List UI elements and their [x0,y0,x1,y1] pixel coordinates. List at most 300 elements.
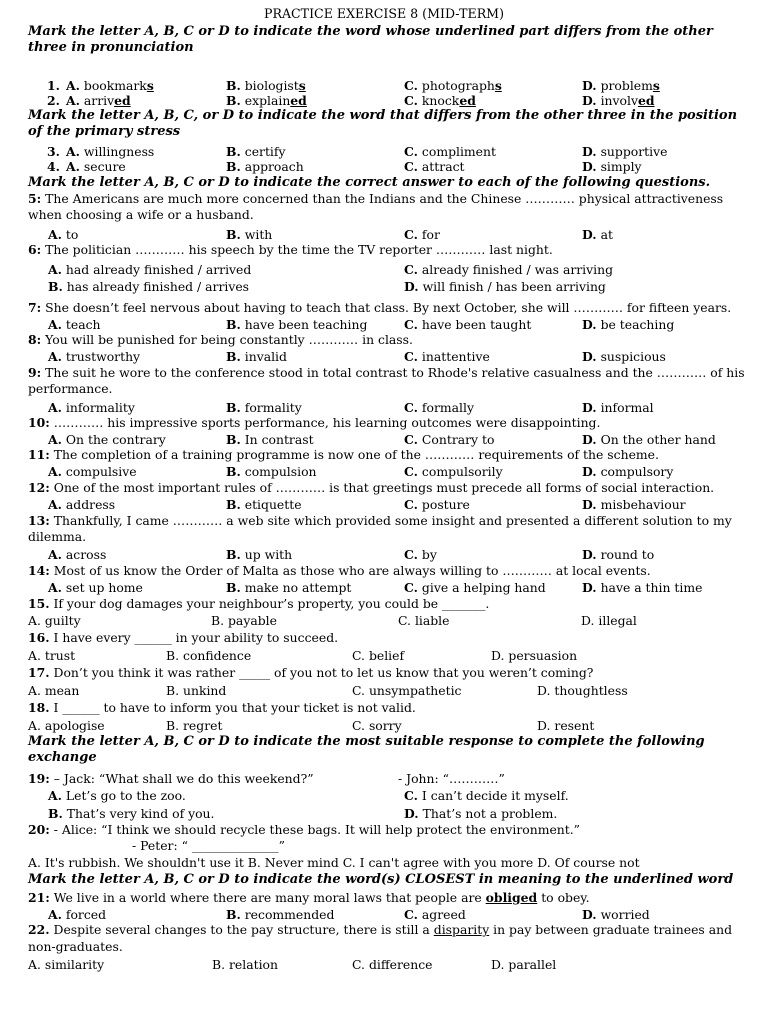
option-text: have been taught [421,317,532,332]
answer-option[interactable] [404,547,437,563]
answer-option[interactable] [582,547,654,563]
option-letter: D. [582,159,597,174]
answer-option[interactable] [404,907,466,923]
option-letter: B. [226,159,241,174]
option-text: etiquette [244,497,302,512]
answer-option[interactable] [582,159,642,175]
option-text: formally [421,400,474,415]
question-line [132,838,768,854]
question-number: 1. [47,78,60,93]
answer-option[interactable] [48,497,115,513]
instruction-text: Mark the letter A, B, C or D to indicate the most suitable response to complete the following exchange [28,734,705,765]
answer-option[interactable] [28,718,105,734]
question-stem: Despite several changes to the pay structure, there is still a [53,922,430,937]
question-number [47,159,60,175]
question-stem: in pay between graduate trainees and [493,922,733,937]
option-text: make no attempt [244,580,352,595]
answer-option[interactable] [404,432,494,448]
answer-option[interactable] [166,648,251,664]
answer-option[interactable] [581,613,637,629]
question-number: 16. [28,630,50,645]
option-text: apologise [44,718,105,733]
answer-options-line[interactable] [28,855,743,871]
question-line [28,922,743,938]
answer-option[interactable] [404,144,496,160]
option-letter: A. [48,580,62,595]
option-letter: B. [226,227,241,242]
option-text: be teaching [600,317,675,332]
option-text: illegal [598,613,637,628]
option-text: bookmark [83,78,147,93]
question-line [28,300,743,316]
option-letter: A. [66,159,80,174]
page-title [0,6,768,22]
option-text: similarity [44,957,105,972]
option-text: inattentive [421,349,490,364]
answer-option[interactable] [28,613,81,629]
answer-option[interactable] [398,613,449,629]
answer-option[interactable] [352,957,432,973]
question-stem: The politician ………… his speech by the time the TV reporter ………… last night. [45,242,553,257]
answer-option[interactable] [66,93,131,109]
option-text: misbehaviour [600,497,686,512]
option-letter: A. [28,613,41,628]
option-letter: D. [537,683,551,698]
option-letter: D. [404,806,419,821]
option-letter: C. [352,957,365,972]
question-stem: The suit he wore to the conference stood in total contrast to Rhode's relative casualness and the ………… of his [45,365,745,380]
option-letter: D. [582,907,597,922]
instruction-text: Mark the letter A, B, C or D to indicate the correct answer to each of the following questions. [28,175,711,190]
answer-option[interactable] [582,580,702,596]
question-stem: – Jack: “What shall we do this weekend?” [53,771,314,786]
answer-option[interactable] [48,279,249,295]
answer-option[interactable] [582,464,673,480]
option-text: formality [244,400,302,415]
question-line [28,191,743,207]
answer-option[interactable] [48,227,78,243]
option-letter: B. [226,432,241,447]
underlined-part: s [298,78,306,93]
option-text: unsympathetic [368,683,462,698]
question-stem: We live in a world where there are many moral laws that people are [53,890,482,905]
option-letter: B. [48,806,63,821]
option-text: payable [228,613,277,628]
answer-option[interactable] [166,683,226,699]
answer-option[interactable] [226,227,272,243]
answer-option[interactable] [66,144,154,160]
question-number: 2. [47,93,60,108]
option-text: regret [183,718,223,733]
question-stem [398,771,505,787]
question-stem: - Alice: “I think we should recycle these bags. It will help protect the environment.” [53,822,581,837]
question-number: 15. [28,596,50,611]
answer-option[interactable] [404,227,440,243]
option-text: round to [600,547,655,562]
answer-option[interactable] [404,93,476,109]
answer-option[interactable] [48,547,106,563]
answer-option[interactable] [48,788,186,804]
answer-option[interactable] [48,580,143,596]
option-letter: A. [66,93,80,108]
option-letter: D. [582,349,597,364]
option-letter: A. [28,648,41,663]
question-number: 10: [28,415,50,430]
answer-option[interactable] [537,718,594,734]
underlined-part: s [652,78,660,93]
option-text: at [600,227,613,242]
option-letter: C. [404,788,418,803]
answer-option[interactable] [352,648,404,664]
option-text: difference [368,957,433,972]
answer-option[interactable] [166,718,222,734]
instruction-text: Mark the letter A, B, C or D to indicate the word(s) CLOSEST in meaning to the underlined word [28,872,734,887]
option-text: worried [600,907,650,922]
answer-option[interactable] [226,547,292,563]
option-letter: A. [48,907,62,922]
answer-option[interactable] [48,400,135,416]
option-text: On the contrary [65,432,166,447]
option-letter: A. [66,144,80,159]
answer-option[interactable] [582,349,666,365]
answer-option[interactable] [226,400,302,416]
option-text: across [65,547,107,562]
answer-option[interactable] [404,159,465,175]
option-letter: D. [582,547,597,562]
underlined-part: ed [114,93,131,108]
option-letter: A. [48,497,62,512]
option-text: explain [244,93,291,108]
option-text: guilty [44,613,81,628]
answer-option[interactable] [352,683,462,699]
answer-option[interactable] [404,78,502,94]
question-stem: when choosing a wife or a husband. [28,207,254,222]
answer-option[interactable] [66,78,154,94]
answer-option[interactable] [48,907,106,923]
answer-option[interactable] [212,957,278,973]
question-line [28,596,743,612]
question-number: 6: [28,242,42,257]
answer-option[interactable] [491,957,556,973]
answer-option[interactable] [582,907,650,923]
option-text: have been teaching [244,317,368,332]
option-letter: A. [48,262,62,277]
option-text: have a thin time [600,580,703,595]
option-letter: B. [226,907,241,922]
option-text: secure [83,159,126,174]
option-text: address [65,497,116,512]
answer-option[interactable] [582,497,686,513]
instruction-stress [28,108,740,140]
option-letter: B. [226,464,241,479]
option-letter: A. [48,349,62,364]
question-stem: ………… his impressive sports performance, his learning outcomes were disappointing. [53,415,601,430]
option-letter: C. [404,464,418,479]
answer-option[interactable] [404,349,490,365]
option-letter: B. [166,683,180,698]
option-letter: B. [226,317,241,332]
option-letter: B. [226,497,241,512]
option-text: thoughtless [554,683,628,698]
question-stem: I ______ to have to inform you that your ticket is not valid. [53,700,416,715]
option-text: liable [414,613,450,628]
question-stem: If your dog damages your neighbour’s property, you could be _______. [53,596,490,611]
option-text: compliment [421,144,496,159]
question-stem: Don’t you think it was rather _____ of you not to let us know that you weren’t coming? [53,665,594,680]
underlined-part: s [146,78,154,93]
option-letter: B. [48,279,63,294]
option-text: informal [600,400,654,415]
option-text: has already finished / arrives [66,279,250,294]
option-text: sorry [368,718,402,733]
answer-option[interactable] [582,432,716,448]
question-number: 13: [28,513,50,528]
option-letter: C. [404,78,418,93]
answer-option[interactable] [226,78,306,94]
option-text: trust [44,648,76,663]
question-number: 18. [28,700,50,715]
option-text: parallel [508,957,557,972]
answer-option[interactable] [48,464,137,480]
option-letter: C. [404,432,418,447]
question-line [28,242,743,258]
answer-option[interactable] [48,317,101,333]
options-text: A. It's rubbish. We shouldn't use it B. Never mind C. I can't agree with you more D. Of course not [28,855,640,870]
option-letter: C. [404,907,418,922]
option-letter: B. [226,93,241,108]
option-text: problem [600,78,653,93]
option-text: set up home [65,580,143,595]
option-letter: A. [48,788,62,803]
option-text: relation [229,957,278,972]
option-text: persuasion [508,648,578,663]
option-text: suspicious [600,349,666,364]
answer-option[interactable] [582,227,613,243]
option-text: recommended [244,907,335,922]
option-letter: C. [404,159,418,174]
option-text: posture [421,497,470,512]
answer-option[interactable] [582,78,660,94]
question-line [28,415,743,431]
option-letter: A. [66,78,80,93]
question-line [28,822,743,838]
option-letter: D. [582,227,597,242]
answer-option[interactable] [226,159,304,175]
option-text: attract [421,159,465,174]
title-text: PRACTICE EXERCISE 8 (MID-TERM) [264,6,504,21]
option-letter: B. [166,718,180,733]
answer-option[interactable] [226,464,317,480]
question-line [28,665,743,681]
option-text: compulsion [244,464,317,479]
question-number: 9: [28,365,42,380]
option-letter: B. [226,547,241,562]
answer-option[interactable] [404,464,503,480]
option-text: belief [368,648,405,663]
option-text: forced [65,907,107,922]
option-text: mean [44,683,80,698]
underlined-part: ed [290,93,307,108]
question-number: 20: [28,822,50,837]
option-letter: B. [226,78,241,93]
answer-option[interactable] [404,806,557,822]
option-letter: B. [226,349,241,364]
option-text: arriv [83,93,115,108]
option-letter: B. [211,613,225,628]
option-text: trustworthy [65,349,141,364]
answer-option[interactable] [226,432,314,448]
option-letter: C. [404,227,418,242]
option-letter: B. [226,580,241,595]
option-letter: D. [582,580,597,595]
option-text: with [244,227,273,242]
option-letter: A. [48,317,62,332]
question-number: 21: [28,890,50,905]
answer-option[interactable] [404,788,569,804]
answer-option[interactable] [226,580,351,596]
answer-option[interactable] [404,279,606,295]
option-text: agreed [421,907,466,922]
option-text: already finished / was arriving [421,262,614,277]
question-line [28,630,743,646]
option-text: That’s not a problem. [422,806,558,821]
option-letter: C. [404,497,418,512]
instruction-correct [28,175,743,191]
answer-option[interactable] [66,159,126,175]
option-letter: D. [582,144,597,159]
answer-option[interactable] [537,683,628,699]
option-text: will finish / has been arriving [422,279,606,294]
question-number: 14: [28,563,50,578]
answer-option[interactable] [226,93,307,109]
option-letter: D. [582,432,597,447]
option-letter: A. [28,957,41,972]
answer-option[interactable] [48,432,166,448]
answer-option[interactable] [28,957,104,973]
option-letter: A. [48,400,62,415]
answer-option[interactable] [404,317,531,333]
option-text: certify [244,144,286,159]
question-line [28,513,743,529]
option-text: Contrary to [421,432,495,447]
option-text: supportive [600,144,668,159]
answer-option[interactable] [404,580,546,596]
option-text: give a helping hand [421,580,546,595]
option-letter: C. [404,349,418,364]
question-number: 11: [28,447,50,462]
option-text: compulsorily [421,464,503,479]
option-text: biologist [244,78,299,93]
answer-option[interactable] [226,317,367,333]
question-number [47,144,60,160]
underlined-word: obliged [485,890,538,905]
option-text: had already finished / arrived [65,262,252,277]
answer-option[interactable] [226,907,334,923]
answer-option[interactable] [404,400,474,416]
question-stem: You will be punished for being constantly ………… in class. [45,332,413,347]
answer-option[interactable] [48,349,140,365]
question-number [47,78,60,94]
option-text: unkind [183,683,227,698]
instruction-text: Mark the letter A, B, C, or D to indicate the word that differs from the other three in the position of the primary stress [28,108,738,139]
option-text: approach [244,159,304,174]
instruction-response [28,734,743,766]
underlined-part: s [494,78,502,93]
answer-option[interactable] [582,400,654,416]
question-line [28,480,743,496]
option-letter: B. [226,400,241,415]
answer-option[interactable] [28,648,75,664]
option-text: willingness [83,144,155,159]
question-stem: Thankfully, I came ………… a web site which provided some insight and presented a different solution to my [53,513,732,528]
question-line [28,890,743,906]
question-line [28,365,743,381]
option-text: compulsive [65,464,137,479]
question-number: 3. [47,144,60,159]
answer-option[interactable] [404,497,470,513]
answer-option[interactable] [491,648,577,664]
question-line [28,939,743,955]
option-text: resent [554,718,595,733]
question-number: 19: [28,771,50,786]
option-text: On the other hand [600,432,716,447]
answer-option[interactable] [48,262,251,278]
answer-option[interactable] [582,93,655,109]
option-letter: D. [582,464,597,479]
question-stem: I have every ______ in your ability to succeed. [53,630,339,645]
question-stem: She doesn’t feel nervous about having to teach that class. By next October, she will ………… for fifteen years. [45,300,732,315]
answer-option[interactable] [226,497,302,513]
instruction-closest [28,872,743,888]
answer-option[interactable] [28,683,79,699]
option-letter: C. [404,262,418,277]
question-number: 4. [47,159,60,174]
question-stem: - Peter: “ ______________” [132,838,285,853]
question-stem: performance. [28,381,113,396]
answer-option[interactable] [48,806,214,822]
option-letter: C. [404,317,418,332]
question-stem: The Americans are much more concerned than the Indians and the Chinese ………… physical attractiveness [45,191,724,206]
answer-option[interactable] [226,144,285,160]
option-letter: D. [491,957,505,972]
question-stem: to obey. [541,890,590,905]
option-letter: A. [28,718,41,733]
option-letter: C. [404,400,418,415]
question-line [28,700,743,716]
answer-option[interactable] [226,349,287,365]
option-text: involv [600,93,638,108]
question-number: 17. [28,665,50,680]
answer-option[interactable] [582,317,674,333]
question-number: 8: [28,332,42,347]
option-letter: B. [212,957,226,972]
option-letter: C. [404,144,418,159]
option-text: I can’t decide it myself. [421,788,569,803]
option-letter: C. [404,580,418,595]
option-text: by [421,547,437,562]
option-text: knock [421,93,460,108]
answer-option[interactable] [404,262,613,278]
option-letter: D. [582,400,597,415]
answer-option[interactable] [582,144,667,160]
option-letter: D. [582,317,597,332]
answer-option[interactable] [352,718,402,734]
answer-option[interactable] [211,613,277,629]
question-line [28,207,743,223]
question-line [28,332,743,348]
option-letter: C. [352,648,365,663]
instruction-pronunciation [28,24,740,56]
